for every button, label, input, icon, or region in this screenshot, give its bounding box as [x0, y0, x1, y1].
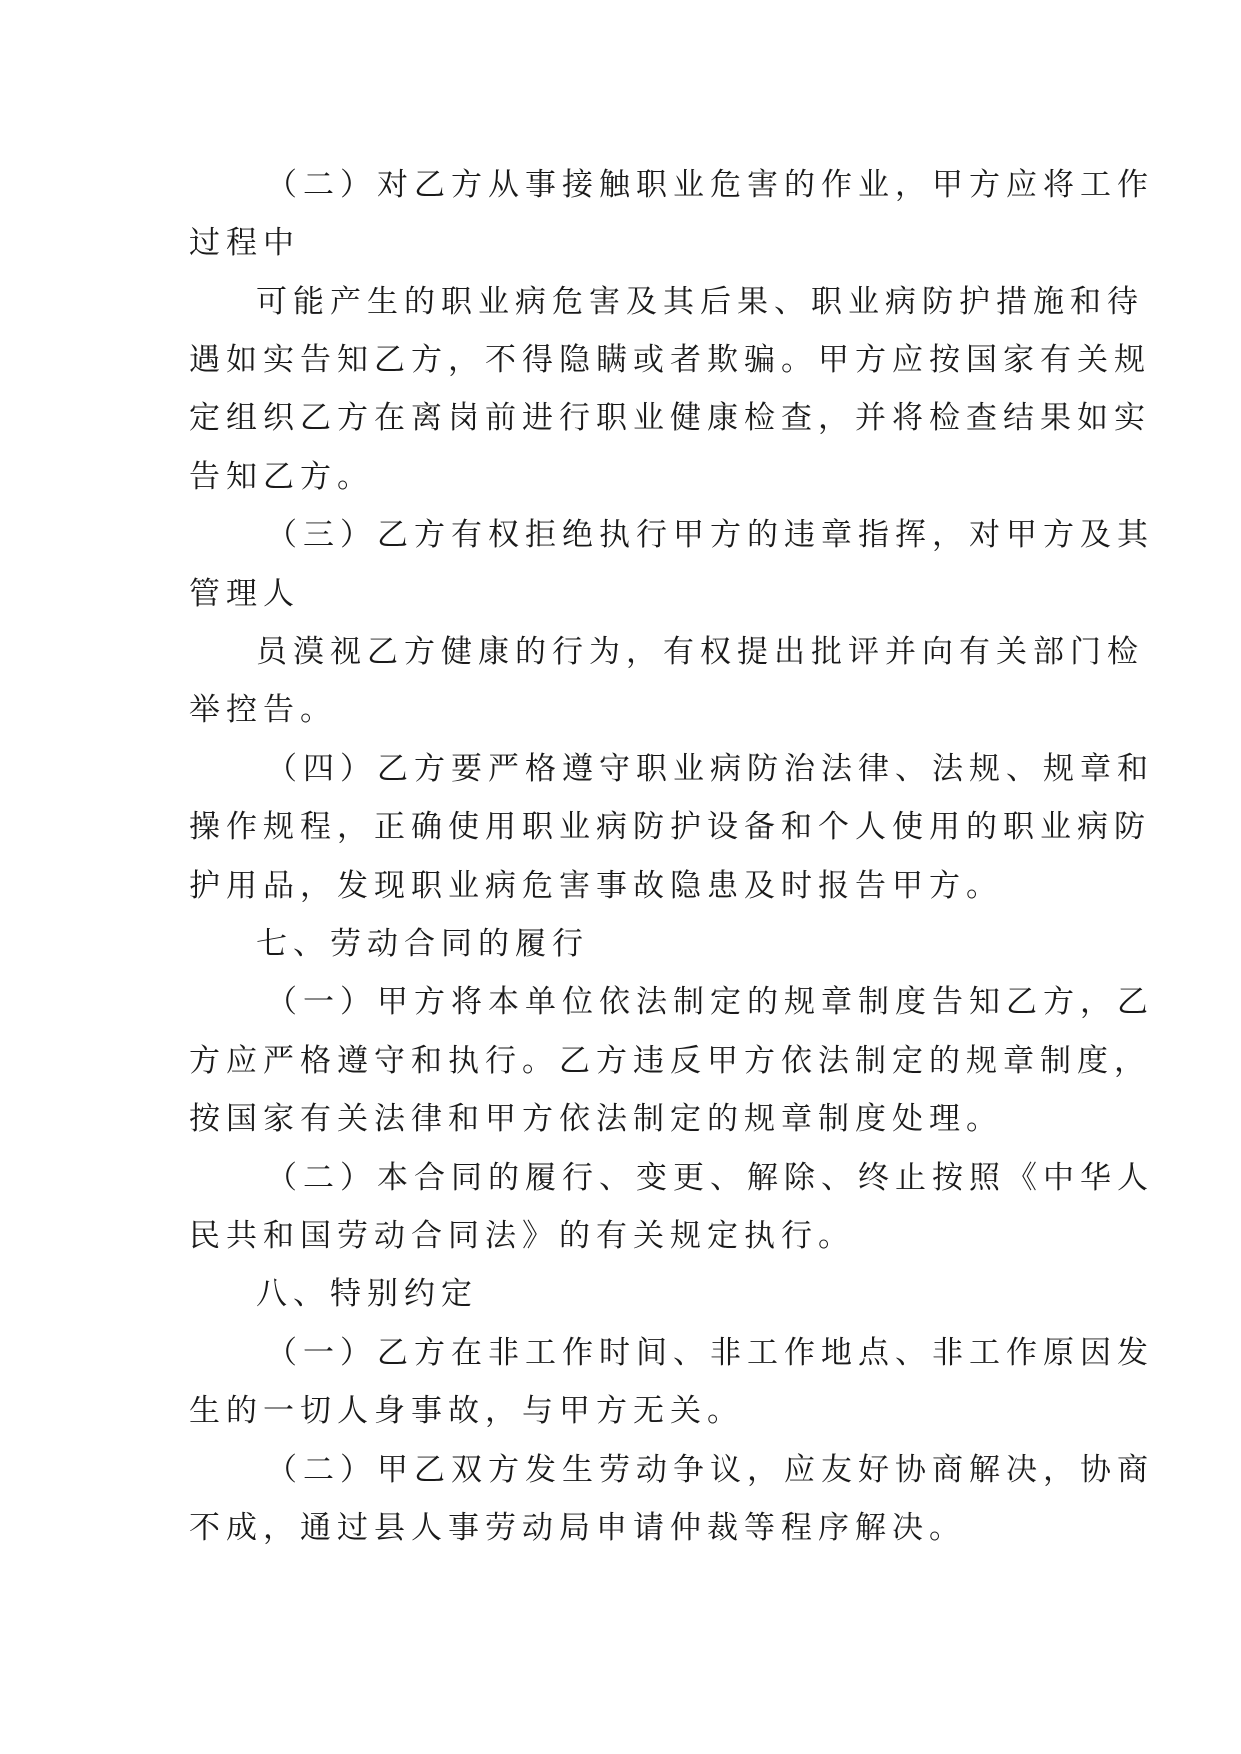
paragraph-line: 举控告。: [189, 692, 337, 728]
paragraph-line: 过程中: [189, 225, 300, 261]
paragraph-line: 定组织乙方在离岗前进行职业健康检查，并将检查结果如实: [189, 400, 1151, 436]
paragraph-line: （二）对乙方从事接触职业危害的作业，甲方应将工作: [266, 167, 1154, 203]
paragraph-line: 生的一切人身事故，与甲方无关。: [189, 1393, 744, 1429]
paragraph-line: （二）本合同的履行、变更、解除、终止按照《中华人: [266, 1160, 1154, 1196]
paragraph-line: 告知乙方。: [189, 459, 374, 495]
paragraph-line: （四）乙方要严格遵守职业病防治法律、法规、规章和: [266, 751, 1154, 787]
paragraph-line: 可能产生的职业病危害及其后果、职业病防护措施和待: [256, 284, 1144, 320]
paragraph-line: 不成，通过县人事劳动局申请仲裁等程序解决。: [189, 1510, 966, 1546]
paragraph-line: 方应严格遵守和执行。乙方违反甲方依法制定的规章制度，: [189, 1043, 1151, 1079]
paragraph-line: 管理人: [189, 576, 300, 612]
paragraph-line: 护用品，发现职业病危害事故隐患及时报告甲方。: [189, 868, 1003, 904]
paragraph-line: 按国家有关法律和甲方依法制定的规章制度处理。: [189, 1101, 1003, 1137]
paragraph-line: （一）乙方在非工作时间、非工作地点、非工作原因发: [266, 1335, 1154, 1371]
paragraph-line: 员漠视乙方健康的行为，有权提出批评并向有关部门检: [256, 634, 1144, 670]
paragraph-line: （三）乙方有权拒绝执行甲方的违章指挥，对甲方及其: [266, 517, 1154, 553]
paragraph-line: （一）甲方将本单位依法制定的规章制度告知乙方，乙: [266, 984, 1154, 1020]
section-heading: 八、特别约定: [256, 1276, 478, 1312]
paragraph-line: 遇如实告知乙方，不得隐瞒或者欺骗。甲方应按国家有关规: [189, 342, 1151, 378]
section-heading: 七、劳动合同的履行: [256, 926, 589, 962]
paragraph-line: 操作规程，正确使用职业病防护设备和个人使用的职业病防: [189, 809, 1151, 845]
paragraph-line: （二）甲乙双方发生劳动争议，应友好协商解决，协商: [266, 1452, 1154, 1488]
paragraph-line: 民共和国劳动合同法》的有关规定执行。: [189, 1218, 855, 1254]
